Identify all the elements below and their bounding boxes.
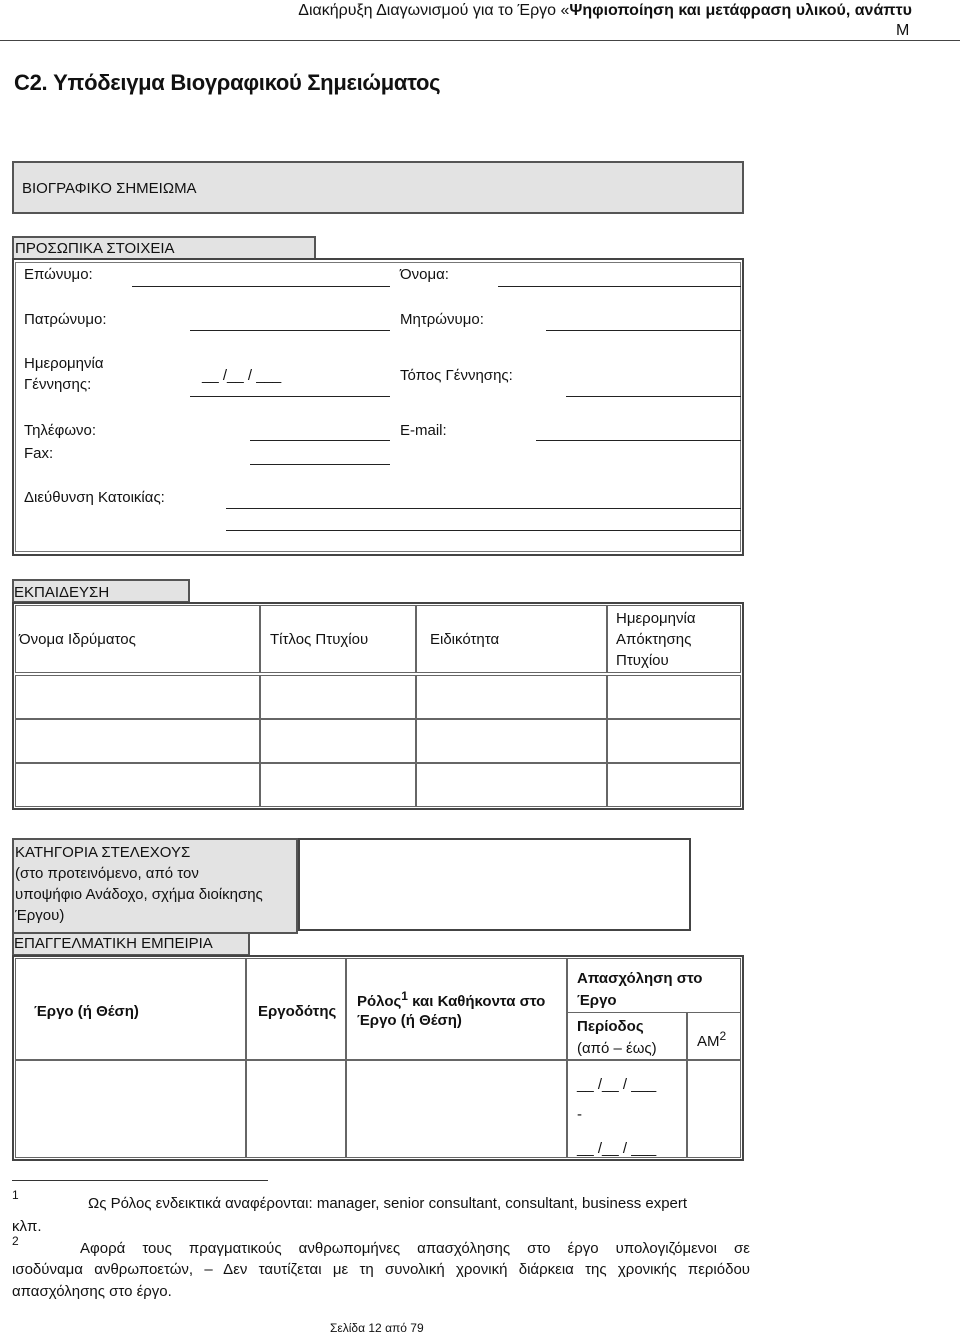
education-cell[interactable] — [607, 675, 741, 719]
mother-name-label: Μητρώνυμο: — [400, 311, 484, 328]
education-section-label: ΕΚΠΑΙΔΕΥΣΗ — [14, 584, 110, 601]
father-name-field[interactable] — [190, 330, 390, 331]
education-col-date-line3: Πτυχίου — [616, 652, 669, 669]
dob-label-line1: Ημερομηνία — [24, 355, 104, 372]
name-label: Όνομα: — [400, 266, 449, 283]
experience-cell[interactable] — [687, 1060, 741, 1158]
education-col-date-line1: Ημερομηνία — [616, 610, 696, 627]
education-cell[interactable] — [416, 675, 607, 719]
surname-label: Επώνυμο: — [24, 266, 93, 283]
education-cell[interactable] — [15, 675, 260, 719]
experience-period-range: (από – έως) — [577, 1040, 657, 1057]
experience-col-employer: Εργοδότης — [258, 1003, 337, 1020]
footnote-1-number: 1 — [12, 1188, 19, 1202]
experience-col-role-line2: Έργο (ή Θέση) — [357, 1012, 462, 1029]
dob-field[interactable]: __ /__ / ___ — [202, 367, 282, 384]
education-col-degree: Τίτλος Πτυχίου — [270, 631, 369, 648]
experience-cell[interactable] — [346, 1060, 567, 1158]
experience-col-employment-line2: Έργο — [577, 992, 617, 1009]
pob-label: Τόπος Γέννησης: — [400, 367, 513, 384]
cv-header-label: ΒΙΟΓΡΑΦΙΚΟ ΣΗΜΕΙΩΜΑ — [22, 180, 197, 197]
education-col-institution: Όνομα Ιδρύματος — [19, 631, 136, 648]
footnote-2-line1: Αφορά τους πραγματικούς ανθρωπομήνες απασχόλησης στο έργο υπολογιζόμενοι σε — [80, 1240, 750, 1257]
phone-label: Τηλέφωνο: — [24, 422, 97, 439]
dob-label-line2: Γέννησης: — [24, 376, 92, 393]
education-cell[interactable] — [607, 719, 741, 763]
category-title: ΚΑΤΗΓΟΡΙΑ ΣΤΕΛΕΧΟΥΣ — [15, 844, 191, 861]
education-cell[interactable] — [260, 719, 416, 763]
experience-col-employment-line1: Απασχόληση στο — [577, 970, 703, 987]
experience-period-label: Περίοδος — [577, 1018, 644, 1035]
education-col-date-line2: Απόκτησης — [616, 631, 692, 648]
footnote-2-line3: απασχόλησης στο έργο. — [12, 1283, 172, 1300]
phone-field[interactable] — [250, 440, 390, 441]
education-cell[interactable] — [416, 763, 607, 807]
fax-field[interactable] — [250, 464, 390, 465]
address-label: Διεύθυνση Κατοικίας: — [24, 489, 165, 506]
category-value-field[interactable] — [298, 838, 691, 931]
footnote-2-line2: ισοδύναμα ανθρωποετών, – Δεν ταυτίζεται με τη συνολική χρονική διάρκεια της χρονικής περιόδου — [12, 1261, 750, 1278]
personal-section-label: ΠΡΟΣΩΠΙΚΑ ΣΤΟΙΧΕΙΑ — [15, 240, 175, 257]
category-desc-line1: (στο προτεινόμενο, από τον — [15, 865, 199, 882]
page-title: C2. Υπόδειγμα Βιογραφικού Σημειώματος — [14, 70, 441, 95]
dob-underline — [190, 396, 390, 397]
experience-date-to[interactable]: __ /__ / ___ — [577, 1140, 657, 1157]
address-field-line1[interactable] — [226, 508, 741, 509]
education-cell[interactable] — [15, 719, 260, 763]
education-cell[interactable] — [15, 763, 260, 807]
header-rule — [0, 40, 960, 41]
education-col-specialty: Ειδικότητα — [430, 631, 500, 648]
experience-cell[interactable] — [246, 1060, 346, 1158]
education-cell[interactable] — [416, 719, 607, 763]
document-header: Διακήρυξη Διαγωνισμού για το Έργο «Ψηφιοποίηση και μετάφραση υλικού, ανάπτυ — [298, 2, 912, 19]
fax-label: Fax: — [24, 445, 54, 462]
experience-am-label: $AM^2$ — [697, 1029, 727, 1050]
education-cell[interactable] — [607, 763, 741, 807]
footnote-separator — [12, 1180, 268, 1181]
email-label: E-mail: — [400, 422, 447, 439]
experience-cell[interactable] — [15, 1060, 246, 1158]
experience-col-project: Έργο (ή Θέση) — [34, 1003, 139, 1020]
email-field[interactable] — [536, 440, 741, 441]
address-field-line2[interactable] — [226, 530, 741, 531]
category-desc-line3: Έργου) — [15, 907, 65, 924]
experience-col-role-line1: Ρόλος$^1$ και Καθήκοντα στο — [357, 989, 546, 1010]
mother-name-field[interactable] — [546, 330, 741, 331]
father-name-label: Πατρώνυμο: — [24, 311, 107, 328]
header-corner: Μ — [896, 22, 910, 39]
education-cell[interactable] — [260, 675, 416, 719]
experience-date-dash: - — [577, 1106, 582, 1123]
category-desc-line2: υποψήφιο Ανάδοχο, σχήμα διοίκησης — [15, 886, 263, 903]
footnote-1-text: Ως Ρόλος ενδεικτικά αναφέρονται: manager, senior consultant, consultant, business expert — [88, 1195, 688, 1212]
name-field[interactable] — [498, 286, 741, 287]
pob-field[interactable] — [566, 396, 741, 397]
footnote-2-number: 2 — [12, 1234, 19, 1248]
experience-date-from[interactable]: __ /__ / ___ — [577, 1076, 657, 1093]
surname-field[interactable] — [132, 286, 390, 287]
page-number: Σελίδα 12 από 79 — [330, 1321, 424, 1335]
experience-section-label: ΕΠΑΓΓΕΛΜΑΤΙΚΗ ΕΜΠΕΙΡΙΑ — [14, 935, 213, 952]
education-cell[interactable] — [260, 763, 416, 807]
footnote-1-continued: κλπ. — [12, 1218, 42, 1235]
